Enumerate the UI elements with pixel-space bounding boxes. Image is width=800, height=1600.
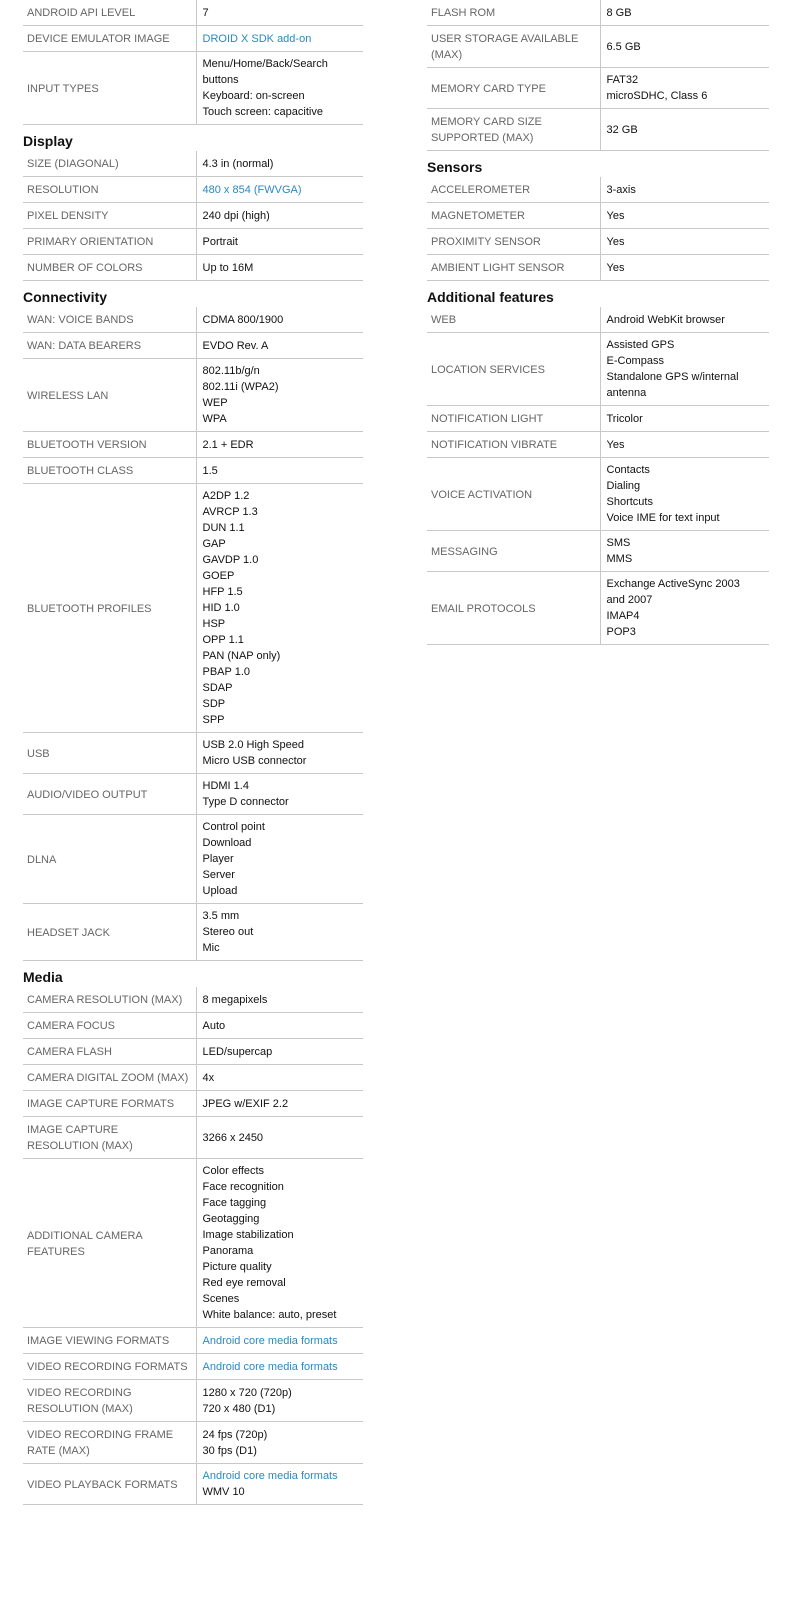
spec-value-line: Panorama (202, 1245, 254, 1257)
spec-row-wireless-lan (23, 359, 363, 432)
spec-value (196, 333, 363, 359)
spec-value-line: 720 x 480 (D1) (202, 1402, 276, 1415)
spec-value (196, 229, 363, 255)
spec-value-line: EVDO Rev. A (202, 339, 269, 352)
spec-value-line: GAVDP 1.0 (202, 554, 259, 566)
spec-value (600, 307, 769, 333)
spec-value (196, 255, 363, 281)
spec-value (196, 151, 363, 177)
spec-row-notification-light (427, 406, 769, 432)
spec-label: AUDIO/VIDEO OUTPUT (23, 774, 196, 815)
spec-value (196, 203, 363, 229)
spec-value (196, 1117, 363, 1159)
spec-label: VIDEO RECORDING FRAME RATE (MAX) (23, 1422, 196, 1464)
spec-label: WAN: VOICE BANDS (23, 307, 196, 333)
spec-row-device-emulator-image (23, 26, 363, 52)
spec-value-line: PBAP 1.0 (202, 666, 250, 678)
spec-value-line: Keyboard: on-screen (202, 90, 305, 102)
spec-label: MEMORY CARD SIZE SUPPORTED (MAX) (427, 109, 600, 151)
spec-value-line: buttons (202, 74, 239, 86)
spec-table-display (23, 151, 363, 281)
spec-label: VIDEO RECORDING RESOLUTION (MAX) (23, 1380, 196, 1422)
spec-label: HEADSET JACK (23, 904, 196, 961)
spec-label: IMAGE CAPTURE FORMATS (23, 1091, 196, 1117)
spec-label: NOTIFICATION VIBRATE (427, 432, 600, 458)
spec-value-line: CDMA 800/1900 (202, 313, 284, 326)
spec-label: CAMERA RESOLUTION (MAX) (23, 987, 196, 1013)
spec-value-line: 24 fps (720p) (202, 1428, 268, 1441)
spec-row-wan-voice-bands (23, 307, 363, 333)
spec-row-android-api-level (23, 0, 363, 26)
spec-value-line: Yes (606, 235, 625, 248)
spec-value-line: Color effects (202, 1165, 265, 1177)
spec-label: NUMBER OF COLORS (23, 255, 196, 281)
spec-value-line: 3.5 mm (202, 910, 240, 922)
spec-value-line: Yes (606, 261, 625, 274)
spec-value-line: 1280 x 720 (720p) (202, 1386, 292, 1399)
spec-value (600, 0, 769, 26)
spec-value-line: GOEP (202, 570, 235, 582)
spec-value (196, 1464, 363, 1505)
spec-value-link[interactable]: 480 x 854 (FWVGA) (202, 183, 302, 196)
spec-value-line: PAN (NAP only) (202, 650, 281, 662)
spec-row-proximity-sensor (427, 229, 769, 255)
spec-value-line: 240 dpi (high) (202, 209, 270, 222)
spec-value-line: SMS (606, 537, 631, 549)
spec-row-camera-resolution-max (23, 987, 363, 1013)
spec-value-line: SDP (202, 698, 226, 710)
spec-row-headset-jack (23, 904, 363, 961)
spec-value (600, 406, 769, 432)
spec-value-line: Stereo out (202, 926, 254, 938)
spec-row-memory-card-size-supported-max (427, 109, 769, 151)
spec-value-line: 4.3 in (normal) (202, 157, 274, 170)
spec-value-line: 8 megapixels (202, 993, 268, 1006)
spec-value-line: USB 2.0 High Speed (202, 739, 305, 751)
spec-label: ANDROID API LEVEL (23, 0, 196, 26)
spec-value (600, 572, 769, 645)
spec-value (196, 1065, 363, 1091)
spec-value-line: OPP 1.1 (202, 634, 244, 646)
spec-label: PIXEL DENSITY (23, 203, 196, 229)
spec-label: ACCELEROMETER (427, 177, 600, 203)
spec-row-camera-focus (23, 1013, 363, 1039)
spec-value-line: 7 (202, 6, 209, 19)
spec-value (196, 1013, 363, 1039)
spec-label: AMBIENT LIGHT SENSOR (427, 255, 600, 281)
spec-label: LOCATION SERVICES (427, 333, 600, 406)
spec-value-line: 3-axis (606, 183, 636, 196)
spec-value-link[interactable]: DROID X SDK add-on (202, 32, 312, 45)
spec-label: IMAGE VIEWING FORMATS (23, 1328, 196, 1354)
spec-value-line: POP3 (606, 626, 636, 638)
spec-row-ambient-light-sensor (427, 255, 769, 281)
spec-value (196, 26, 363, 52)
section-title-connectivity: Connectivity (23, 289, 108, 305)
spec-value (600, 26, 769, 68)
spec-value-line: Control point (202, 821, 265, 833)
spec-value-line: GAP (202, 538, 226, 550)
spec-row-memory-card-type (427, 68, 769, 109)
spec-value-line: Download (202, 837, 252, 849)
spec-row-bluetooth-class (23, 458, 363, 484)
spec-row-camera-flash (23, 1039, 363, 1065)
spec-value-line: 6.5 GB (606, 40, 641, 53)
spec-value-line: Image stabilization (202, 1229, 294, 1241)
right-column (427, 0, 769, 645)
spec-value-line: Tricolor (606, 412, 643, 425)
spec-value-line: HFP 1.5 (202, 586, 243, 598)
spec-value (600, 458, 769, 531)
spec-value-line: 802.11i (WPA2) (202, 381, 279, 393)
spec-value-line: 32 GB (606, 123, 638, 136)
spec-row-pixel-density (23, 203, 363, 229)
spec-table (427, 0, 769, 151)
section-title-display: Display (23, 133, 73, 149)
spec-label: DEVICE EMULATOR IMAGE (23, 26, 196, 52)
spec-row-messaging (427, 531, 769, 572)
spec-row-video-recording-formats (23, 1354, 363, 1380)
spec-value (196, 815, 363, 904)
spec-value (196, 774, 363, 815)
spec-value-link[interactable]: Android core media formats (202, 1360, 338, 1373)
spec-row-camera-digital-zoom-max (23, 1065, 363, 1091)
spec-label: BLUETOOTH CLASS (23, 458, 196, 484)
spec-label: BLUETOOTH VERSION (23, 432, 196, 458)
spec-row-video-recording-frame-rate-max (23, 1422, 363, 1464)
spec-label: ADDITIONAL CAMERA FEATURES (23, 1159, 196, 1328)
spec-label: PROXIMITY SENSOR (427, 229, 600, 255)
section-title-sensors: Sensors (427, 159, 483, 175)
spec-row-size-diagonal (23, 151, 363, 177)
spec-value (600, 109, 769, 151)
spec-value-line: Menu/Home/Back/Search (202, 58, 328, 70)
spec-value-line: IMAP4 (606, 610, 640, 622)
spec-value-line: Red eye removal (202, 1277, 286, 1289)
spec-row-accelerometer (427, 177, 769, 203)
spec-value-line: HID 1.0 (202, 602, 240, 614)
spec-row-wan-data-bearers (23, 333, 363, 359)
spec-value-line: Exchange ActiveSync 2003 (606, 578, 740, 590)
spec-value (600, 177, 769, 203)
spec-label: MESSAGING (427, 531, 600, 572)
spec-value-line: 4x (202, 1071, 215, 1084)
spec-value-line: Server (202, 869, 235, 881)
spec-label: USB (23, 733, 196, 774)
spec-value (196, 1328, 363, 1354)
spec-value (600, 531, 769, 572)
spec-value-line: Micro USB connector (202, 755, 307, 767)
spec-value-line: Contacts (606, 464, 650, 476)
spec-value-line: microSDHC, Class 6 (606, 90, 708, 102)
spec-row-user-storage-available-max (427, 26, 769, 68)
spec-value (196, 484, 363, 733)
spec-value-line: 1.5 (202, 464, 218, 477)
spec-value (196, 1380, 363, 1422)
spec-value-line: WPA (202, 413, 227, 425)
spec-value (196, 1039, 363, 1065)
spec-row-image-capture-formats (23, 1091, 363, 1117)
spec-value-line: 30 fps (D1) (202, 1444, 257, 1457)
spec-label: NOTIFICATION LIGHT (427, 406, 600, 432)
spec-label: INPUT TYPES (23, 52, 196, 125)
spec-value-line: Auto (202, 1019, 226, 1032)
spec-value (600, 333, 769, 406)
spec-value (196, 987, 363, 1013)
spec-value-line: antenna (606, 387, 647, 399)
spec-row-voice-activation (427, 458, 769, 531)
spec-value-line: WMV 10 (202, 1486, 245, 1498)
spec-value-line: White balance: auto, preset (202, 1309, 337, 1321)
spec-value (196, 1159, 363, 1328)
spec-value-line: LED/supercap (202, 1045, 273, 1058)
spec-row-additional-camera-features (23, 1159, 363, 1328)
spec-value-line: AVRCP 1.3 (202, 506, 258, 518)
spec-label: RESOLUTION (23, 177, 196, 203)
spec-label: WAN: DATA BEARERS (23, 333, 196, 359)
spec-value (600, 255, 769, 281)
spec-label: WIRELESS LAN (23, 359, 196, 432)
spec-value-line: Standalone GPS w/internal (606, 371, 739, 383)
section-title-media: Media (23, 969, 63, 985)
spec-table-sensors (427, 177, 769, 281)
spec-value-line: Touch screen: capacitive (202, 106, 323, 118)
spec-label: DLNA (23, 815, 196, 904)
spec-label: CAMERA DIGITAL ZOOM (MAX) (23, 1065, 196, 1091)
spec-value-line: Player (202, 853, 234, 865)
spec-label: VOICE ACTIVATION (427, 458, 600, 531)
spec-value-line: E-Compass (606, 355, 664, 367)
spec-value (600, 203, 769, 229)
spec-value (196, 0, 363, 26)
spec-value (196, 359, 363, 432)
spec-label: CAMERA FOCUS (23, 1013, 196, 1039)
spec-row-number-of-colors (23, 255, 363, 281)
spec-value-line: SDAP (202, 682, 233, 694)
spec-value (196, 432, 363, 458)
spec-value-line: Yes (606, 209, 625, 222)
spec-row-resolution (23, 177, 363, 203)
spec-value-line: 3266 x 2450 (202, 1131, 264, 1144)
spec-table-additional-features (427, 307, 769, 645)
spec-value-line: Portrait (202, 235, 238, 248)
spec-value (196, 904, 363, 961)
spec-row-image-viewing-formats (23, 1328, 363, 1354)
spec-label: WEB (427, 307, 600, 333)
spec-value (196, 733, 363, 774)
spec-label: PRIMARY ORIENTATION (23, 229, 196, 255)
spec-value-line: Voice IME for text input (606, 512, 720, 524)
spec-label: IMAGE CAPTURE RESOLUTION (MAX) (23, 1117, 196, 1159)
spec-value-line: Upload (202, 885, 238, 897)
spec-table-connectivity (23, 307, 363, 961)
spec-value (196, 1091, 363, 1117)
spec-value-line: A2DP 1.2 (202, 490, 250, 502)
spec-row-primary-orientation (23, 229, 363, 255)
spec-row-notification-vibrate (427, 432, 769, 458)
spec-row-magnetometer (427, 203, 769, 229)
spec-table (23, 0, 363, 125)
spec-value-line: Face recognition (202, 1181, 284, 1193)
spec-value-line: DUN 1.1 (202, 522, 245, 534)
spec-label: BLUETOOTH PROFILES (23, 484, 196, 733)
spec-table-media (23, 987, 363, 1505)
spec-row-bluetooth-version (23, 432, 363, 458)
spec-value (600, 432, 769, 458)
spec-row-flash-rom (427, 0, 769, 26)
spec-value-line: Scenes (202, 1293, 240, 1305)
spec-value-line: SPP (202, 714, 225, 726)
spec-row-location-services (427, 333, 769, 406)
spec-row-image-capture-resolution-max (23, 1117, 363, 1159)
spec-value-line: Assisted GPS (606, 339, 675, 351)
spec-row-web (427, 307, 769, 333)
section-title-additional-features: Additional features (427, 289, 554, 305)
spec-row-usb (23, 733, 363, 774)
spec-value-line: Yes (606, 438, 625, 451)
spec-value-line: 802.11b/g/n (202, 365, 260, 377)
spec-label: FLASH ROM (427, 0, 600, 26)
spec-value (196, 177, 363, 203)
spec-value (196, 1354, 363, 1380)
spec-value-line: MMS (606, 553, 633, 565)
spec-value-line: WEP (202, 397, 228, 409)
spec-value-line: Picture quality (202, 1261, 272, 1273)
spec-label: CAMERA FLASH (23, 1039, 196, 1065)
spec-value-line: Face tagging (202, 1197, 267, 1209)
spec-label: VIDEO RECORDING FORMATS (23, 1354, 196, 1380)
spec-value (600, 68, 769, 109)
spec-label: EMAIL PROTOCOLS (427, 572, 600, 645)
spec-value (196, 458, 363, 484)
spec-value-line: Up to 16M (202, 261, 254, 274)
left-column (23, 0, 363, 1505)
spec-row-email-protocols (427, 572, 769, 645)
spec-value-line: Mic (202, 942, 220, 954)
spec-value (196, 52, 363, 125)
spec-row-input-types (23, 52, 363, 125)
spec-row-video-recording-resolution-max (23, 1380, 363, 1422)
spec-label: MEMORY CARD TYPE (427, 68, 600, 109)
spec-value-line: HDMI 1.4 (202, 780, 249, 792)
spec-row-video-playback-formats (23, 1464, 363, 1505)
spec-row-audio-video-output (23, 774, 363, 815)
spec-value-line: Android WebKit browser (606, 313, 725, 326)
spec-label: MAGNETOMETER (427, 203, 600, 229)
spec-value-link[interactable]: Android core media formats (202, 1470, 338, 1482)
spec-value-line: Dialing (606, 480, 641, 492)
spec-value-line: 2.1 + EDR (202, 438, 254, 451)
spec-row-dlna (23, 815, 363, 904)
spec-value-line: Type D connector (202, 796, 289, 808)
spec-label: VIDEO PLAYBACK FORMATS (23, 1464, 196, 1505)
spec-value (600, 229, 769, 255)
spec-value (196, 1422, 363, 1464)
spec-row-bluetooth-profiles (23, 484, 363, 733)
spec-value-line: HSP (202, 618, 226, 630)
spec-value-line: Shortcuts (606, 496, 653, 508)
spec-value-link[interactable]: Android core media formats (202, 1334, 338, 1347)
spec-value (196, 307, 363, 333)
spec-value-line: FAT32 (606, 74, 639, 86)
spec-label: SIZE (DIAGONAL) (23, 151, 196, 177)
spec-value-line: and 2007 (606, 594, 653, 606)
spec-value-line: JPEG w/EXIF 2.2 (202, 1097, 289, 1110)
spec-label: USER STORAGE AVAILABLE (MAX) (427, 26, 600, 68)
spec-value-line: Geotagging (202, 1213, 260, 1225)
spec-value-line: 8 GB (606, 6, 632, 19)
